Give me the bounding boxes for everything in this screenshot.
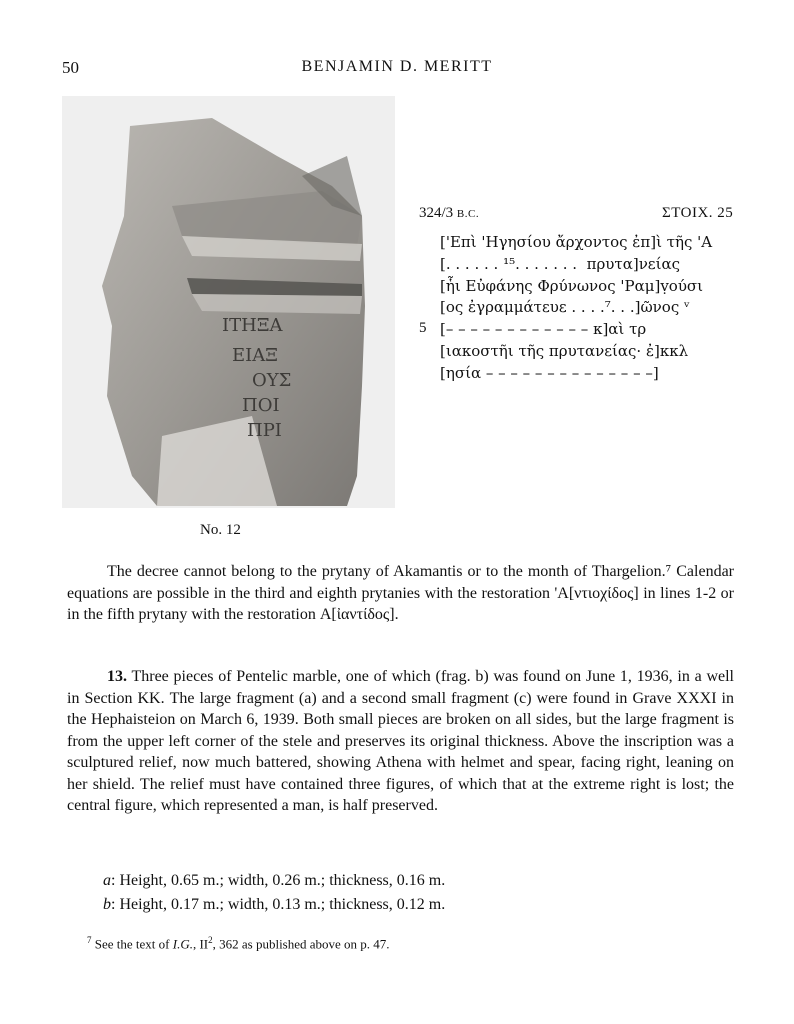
entry-13-text: Three pieces of Pentelic marble, one of which (frag. b) was found on June 1, 1936, in a well in Section ΚΚ. The large fragment (a) and a second small fragment (c) were found in Grave XXXI in the Hephaisteion on March 6, 1939. Both small pieces are broken on all sides, but the large fragment is from the upper left corner of the stele and preserves its original thickness. Above the inscription was a sculptured relief, now much battered, showing Athena with helmet and spear, facing right, leaning on her shield. The relief must have contained three figures, of which that at the extreme right is lost; the central figure, which represented a man, is half preserved. bbox=[67, 668, 734, 814]
running-title: BENJAMIN D. MERITT bbox=[301, 58, 493, 75]
measurement-a-label: a bbox=[103, 872, 111, 889]
measurement-a-text: : Height, 0.65 m.; width, 0.26 m.; thickness, 0.16 m. bbox=[111, 872, 446, 889]
footnote bbox=[87, 935, 390, 952]
measurement-a bbox=[103, 872, 445, 890]
inscription-line-2: [. . . . . . ¹⁵. . . . . . . πρυτα]νείας bbox=[440, 255, 680, 273]
inscription-date bbox=[419, 205, 479, 222]
inscription-line-7: [ησία – – – – – – – – – – – – – –] bbox=[440, 364, 659, 382]
date-value: 324/3 bbox=[419, 205, 454, 221]
figure-caption: No. 12 bbox=[200, 522, 241, 538]
inscription-line-5: [– – – – – – – – – – – – κ]αὶ τρ bbox=[440, 320, 647, 338]
footnote-pre: See the text of bbox=[91, 936, 173, 952]
footnote-mid: , II bbox=[192, 936, 209, 952]
stone-fragment-photo bbox=[62, 96, 395, 508]
date-era: B.C. bbox=[456, 208, 480, 220]
page-number: 50 bbox=[62, 58, 79, 77]
entry-number: 13. bbox=[107, 668, 127, 685]
stone-letters-row4: ΠΟΙ bbox=[242, 395, 280, 416]
stone-letters-row2: ΕΙΑΞ bbox=[232, 345, 278, 366]
stoichedon-note: ΣΤΟΙΧ. 25 bbox=[662, 205, 734, 221]
footnote-ref: I.G. bbox=[172, 936, 193, 952]
footnote-sup: 2 bbox=[208, 935, 213, 945]
inscription-line-number: 5 bbox=[419, 320, 427, 336]
stone-fragment-image bbox=[62, 96, 395, 508]
paragraph-1-text: The decree cannot belong to the prytany of Akamantis or to the month of Thargelion.⁷ Calendar equations are possible in the third and eighth prytanies with the restoration 'Α[ντιοχίδος] in lines 1-2 or in the fifth prytany with the restoration Α[ἰαντίδος]. bbox=[67, 563, 734, 623]
measurement-b bbox=[103, 896, 445, 914]
inscription-line-4: [ος ἐγραμμάτευε . . . .⁷. . .]ῶνος ᵛ bbox=[440, 298, 690, 316]
stone-letters-row5: ΠΡΙ bbox=[247, 420, 282, 441]
measurement-b-text: : Height, 0.17 m.; width, 0.13 m.; thickness, 0.12 m. bbox=[111, 896, 446, 913]
entry-13-paragraph bbox=[67, 666, 734, 817]
inscription-line-1: ['Επὶ 'Ηγησίου ἄρχοντος ἐπ]ὶ τῆς 'Α bbox=[440, 233, 713, 251]
measurement-b-label: b bbox=[103, 896, 111, 913]
inscription-line-6: [ιακοστῆι τῆς πρυτανείας· ἐ]κκλ bbox=[440, 342, 689, 360]
stone-letters-row3: ΟΥΣ bbox=[252, 370, 292, 391]
stone-letters-row1: ΙΤΗΞΑ bbox=[222, 315, 283, 336]
inscription-line-3: [ἧι Εὐφάνης Φρύνωνος 'Ραμ]ṿούσι bbox=[440, 277, 704, 295]
commentary-paragraph bbox=[67, 561, 734, 626]
footnote-marker: 7 bbox=[87, 935, 92, 945]
footnote-post: , 362 as published above on p. 47. bbox=[212, 936, 390, 952]
